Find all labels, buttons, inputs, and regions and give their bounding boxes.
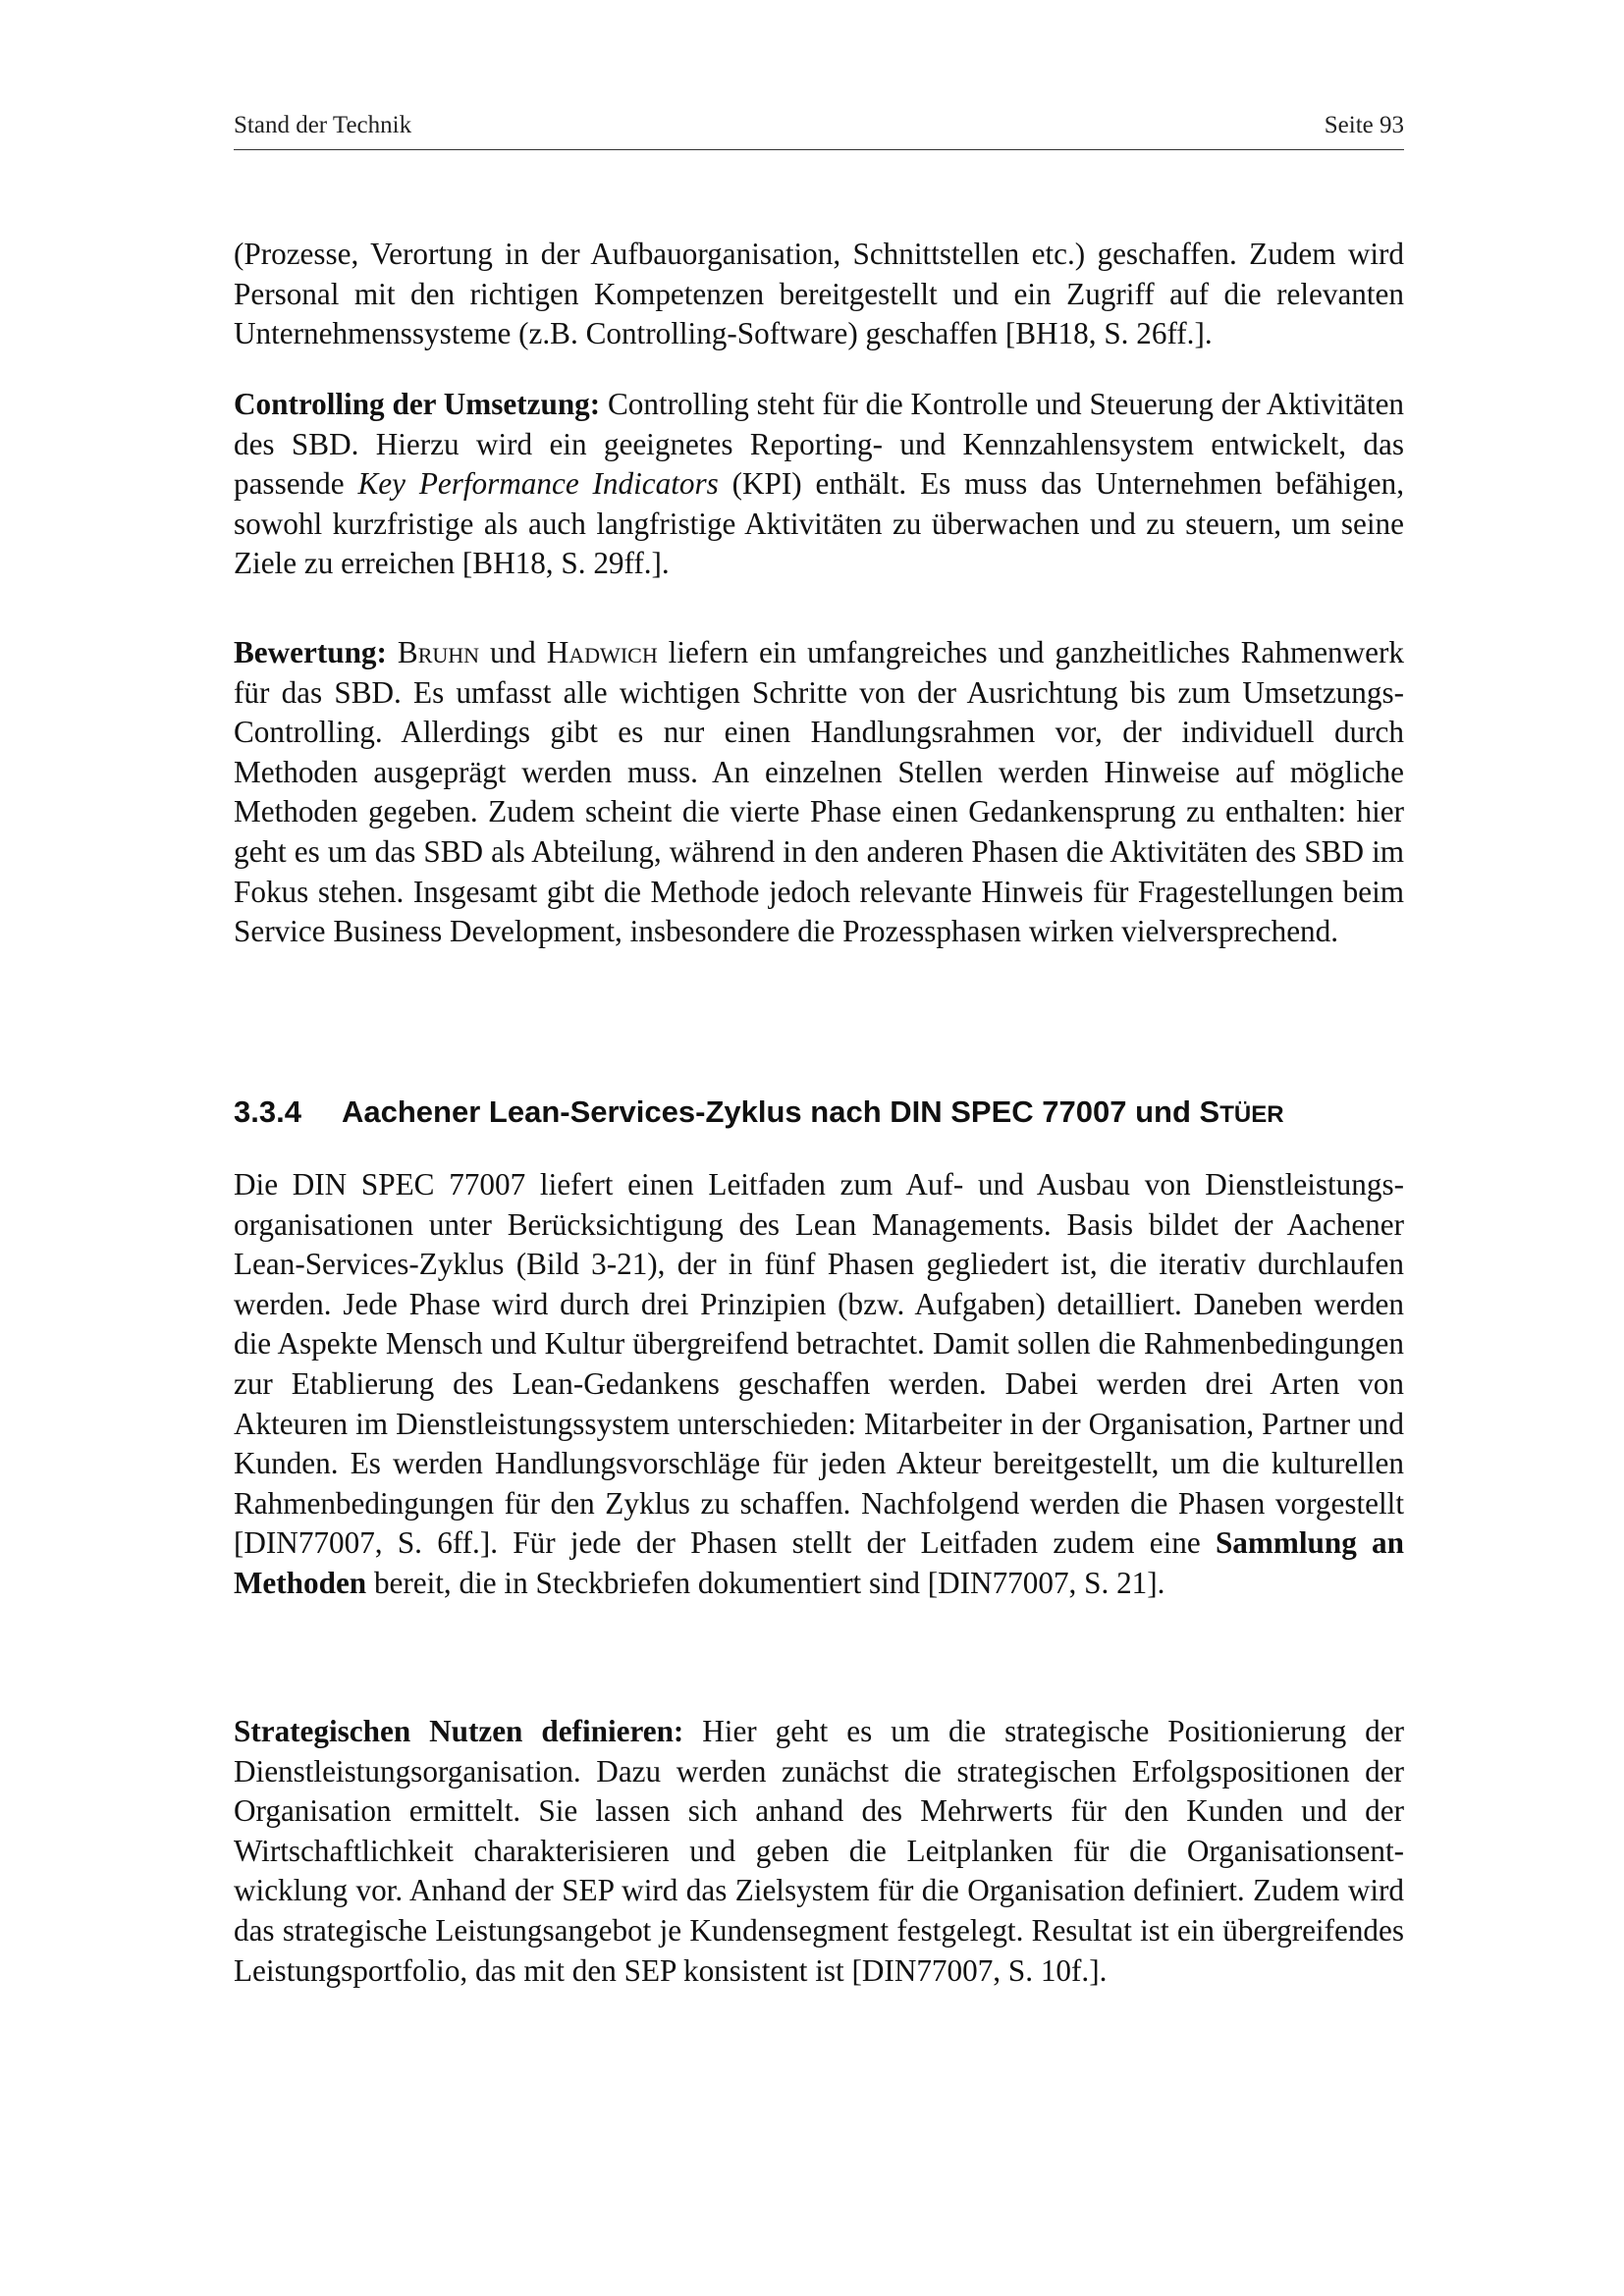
paragraph-label: Strategischen Nutzen definieren: — [234, 1714, 684, 1748]
section-heading — [234, 1089, 1404, 1139]
paragraph-text: liefern ein umfangreiches und ganzheitliches Rahmenwerk für das SBD. Es umfasst alle wichtigen Schritte von der Ausrichtung bis zum Umsetzungs-Controlling. Allerdings gibt es nur einen Handlungsrahmen vor, der individuell durch Methoden ausgeprägt werden muss. An einzelnen Stellen werden Hinweise auf mögliche Methoden gegeben. Zudem scheint die vierte Phase einen Gedankensprung zu enthalten: hier geht es um das SBD als Abteilung, während in den anderen Phasen die Aktivitäten des SBD im Fokus stehen. Insgesamt gibt die Methode jedoch relevante Hinweis für Fragestellungen beim Service Business Development, insbesondere die Prozessphasen wirken vielversprechend. — [234, 635, 1404, 949]
section-title: Aachener Lean-Services-Zyklus nach DIN SPEC 77007 und — [342, 1095, 1200, 1129]
paragraph-label: Controlling der Umsetzung: — [234, 387, 601, 421]
author-name: Hadwich — [546, 635, 658, 669]
paragraph-text: Hier geht es um die strategische Positionierung der Dienstleistungsorganisation. Dazu werden zunächst die strategischen Erfolgspositionen der Organisation ermittelt. Sie lassen sich anhand des Mehrwerts für den Kunden und der Wirtschaftlichkeit charakterisieren und geben die Leitplanken für die Organisationsentwicklung vor. Anhand der SEP wird das Zielsystem für die Organisation definiert. Zudem wird das strategische Leistungsangebot je Kundensegment festgelegt. Resultat ist ein übergreifendes Leistungsportfolio, das mit den SEP konsistent ist [DIN77007, S. 10f.]. — [234, 1714, 1404, 1988]
page-number: Seite 93 — [1324, 112, 1404, 138]
paragraph-text: (Prozesse, Verortung in der Aufbauorganisation, Schnittstellen etc.) geschaffen. Zudem wird Personal mit den richtigen Kompetenzen bereitgestellt und ein Zugriff auf die relevanten Unternehmenssysteme (z.B. Controlling-Software) geschaffen [BH18, S. 26ff.]. — [234, 237, 1404, 351]
author-name: Bruhn — [397, 635, 480, 669]
paragraph-bewertung — [234, 633, 1404, 952]
paragraph-text: Controlling steht für die Kontrolle und Steuerung der Aktivitäten des SBD. Hierzu wird ein geeignetes Reporting- und Kennzahlensystem entwickelt, das passende — [234, 387, 1405, 502]
paragraph-strategischer-nutzen — [234, 1712, 1404, 1991]
paragraph-label: Bewertung: — [234, 635, 387, 669]
paragraph-controlling — [234, 385, 1404, 584]
italic-term: Key Performance Indicators — [357, 466, 719, 502]
section-number: 3.3.4 — [234, 1095, 301, 1129]
paragraph-setup-continued — [234, 235, 1404, 354]
page-header — [234, 110, 1404, 150]
paragraph-text: bereit, die in Steckbriefen dokumentiert sind [DIN77007, S. 21]. — [366, 1565, 1165, 1600]
section-author: STÜER — [1199, 1095, 1284, 1129]
paragraph-text: und — [479, 635, 547, 669]
paragraph-text: (KPI) enthält. Es muss das Unternehmen befähigen, sowohl kurzfristige als auch langfristige Aktivitäten zu überwachen und zu steuern, um seine Ziele zu erreichen [BH18, S. 29ff.]. — [234, 466, 1404, 581]
paragraph-text: Die DIN SPEC 77007 liefert einen Leitfaden zum Auf- und Ausbau von Dienstleistungsorganisationen unter Berücksichtigung des Lean Managements. Basis bildet der Aachener Lean-Services-Zyklus (Bild 3-21), der in fünf Phasen gegliedert ist, die iterativ durchlaufen werden. Jede Phase wird durch drei Prinzipien (bzw. Aufgaben) detailliert. Daneben werden die Aspekte Mensch und Kultur übergreifend betrachtet. Damit sollen die Rahmenbedingungen zur Etablierung des Lean-Gedankens geschaffen werden. Dabei werden drei Arten von Akteuren im Dienstleistungssystem unterschieden: Mitarbeiter in der Organisation, Partner und Kunden. Es werden Handlungsvorschläge für jeden Akteur bereitgestellt, um die kulturellen Rahmenbedingungen für den Zyklus zu schaffen. Nachfolgend werden die Phasen vorgestellt [DIN77007, S. 6ff.]. Für jede der Phasen stellt der Leitfaden zudem eine — [234, 1167, 1404, 1561]
paragraph-din-spec — [234, 1165, 1404, 1604]
running-title: Stand der Technik — [234, 112, 412, 138]
bold-term: Sammlung an Methoden — [234, 1525, 1404, 1600]
